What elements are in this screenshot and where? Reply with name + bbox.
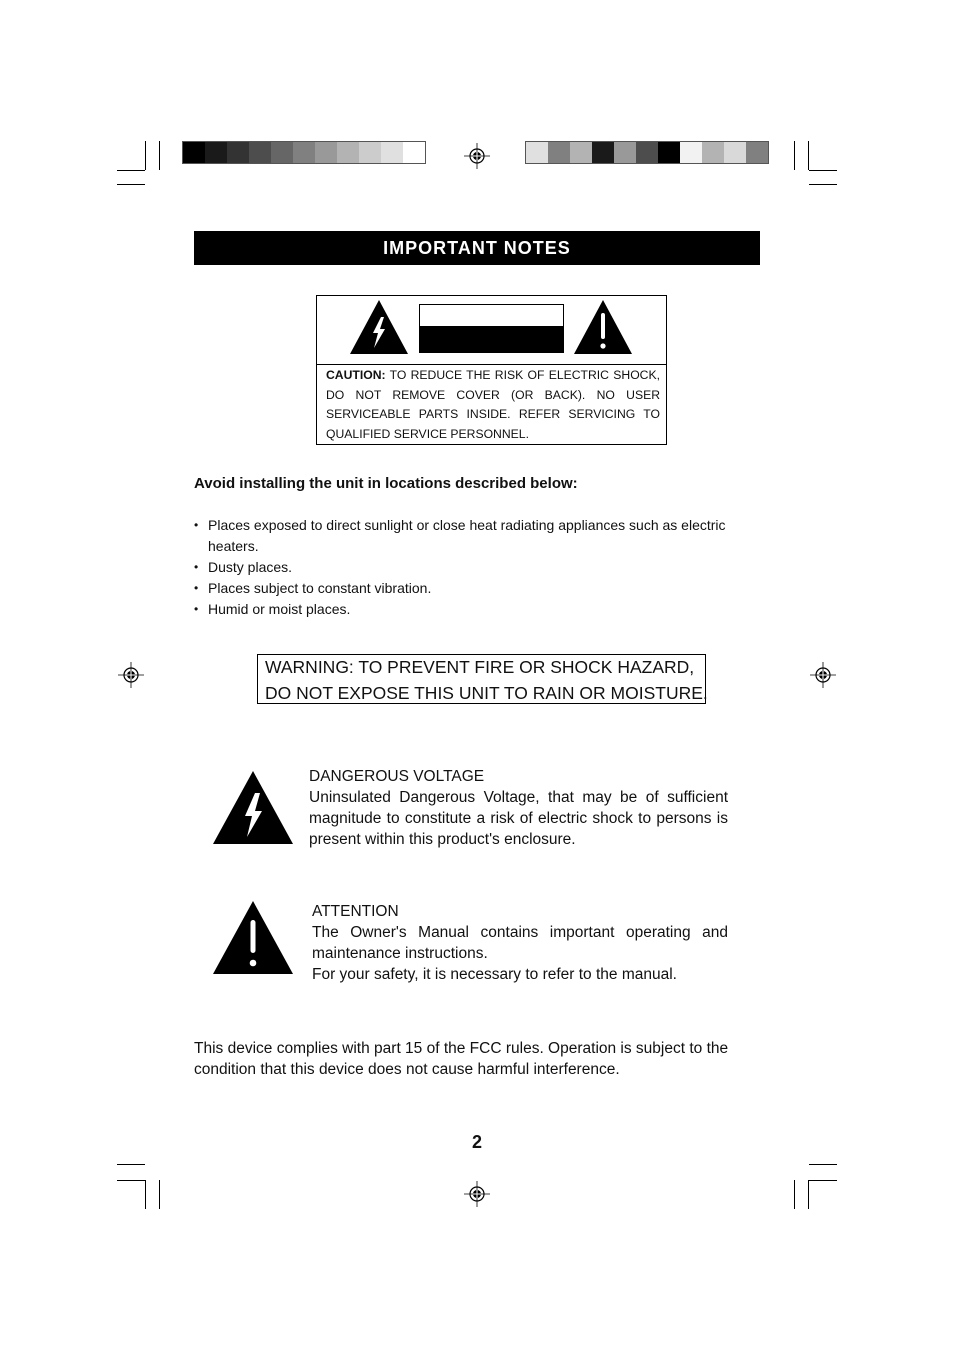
- caution-label: CAUTION:: [326, 368, 386, 382]
- exclamation-warning-icon: [213, 901, 293, 974]
- list-item: • Places subject to constant vibration.: [194, 578, 760, 599]
- color-swatch: [702, 142, 724, 163]
- color-swatch: [526, 142, 548, 163]
- registration-mark-icon: [810, 662, 836, 688]
- crop-mark: [809, 184, 837, 185]
- color-swatch-strip-left: [182, 141, 426, 164]
- color-swatch: [746, 142, 768, 163]
- color-swatch: [724, 142, 746, 163]
- crop-mark: [809, 1164, 837, 1165]
- page-title: IMPORTANT NOTES: [194, 231, 760, 265]
- fcc-statement: This device complies with part 15 of the FCC rules. Operation is subject to the condition that this device does not cause harmful interference.: [194, 1040, 729, 1078]
- page-number: 2: [471, 1132, 482, 1152]
- crop-mark: [117, 184, 145, 185]
- list-item: • Dusty places.: [194, 557, 760, 578]
- crop-mark: [809, 170, 837, 171]
- attention-title: ATTENTION: [312, 903, 399, 920]
- warning-box: [257, 654, 706, 704]
- list-item: • Humid or moist places.: [194, 599, 760, 620]
- color-swatch: [271, 142, 293, 163]
- crop-mark: [159, 1180, 160, 1209]
- crop-mark: [145, 141, 146, 170]
- color-swatch: [592, 142, 614, 163]
- locations-heading: Avoid installing the unit in locations described below:: [194, 475, 578, 492]
- attention-safety-note: For your safety, it is necessary to refer to the manual.: [312, 966, 677, 983]
- color-swatch: [359, 142, 381, 163]
- color-swatch: [205, 142, 227, 163]
- exclamation-warning-icon: [574, 300, 632, 354]
- color-swatch-strip-right: [525, 141, 769, 164]
- crop-mark: [808, 1180, 809, 1209]
- color-swatch: [337, 142, 359, 163]
- crop-mark: [808, 141, 809, 170]
- caution-box: [316, 295, 667, 445]
- color-swatch: [293, 142, 315, 163]
- dangerous-voltage-title: DANGEROUS VOLTAGE: [309, 768, 485, 785]
- color-swatch: [315, 142, 337, 163]
- crop-mark: [794, 141, 795, 170]
- crop-mark: [117, 170, 145, 171]
- lightning-warning-icon: [213, 771, 293, 844]
- crop-mark: [117, 1180, 145, 1181]
- registration-mark-icon: [464, 1181, 490, 1207]
- color-swatch: [227, 142, 249, 163]
- dangerous-voltage-section: [309, 766, 728, 850]
- crop-mark: [145, 1180, 146, 1209]
- crop-mark: [794, 1180, 795, 1209]
- lightning-warning-icon: [350, 300, 408, 354]
- registration-mark-icon: [464, 143, 490, 169]
- crop-mark: [159, 141, 160, 170]
- color-swatch: [614, 142, 636, 163]
- locations-list: [194, 515, 760, 620]
- attention-section: [312, 901, 728, 985]
- registration-mark-icon: [118, 662, 144, 688]
- color-swatch: [680, 142, 702, 163]
- caution-label-block: [419, 304, 564, 353]
- warning-line-2: DO NOT EXPOSE THIS UNIT TO RAIN OR MOISTURE.: [265, 682, 708, 703]
- caution-body: TO REDUCE THE RISK OF ELECTRIC SHOCK, DO NOT REMOVE COVER (OR BACK). NO USER SERVICEABLE PARTS INSIDE. REFER SERVICING TO QUALIFIED SERVICE PERSONNEL.: [326, 368, 660, 441]
- color-swatch: [636, 142, 658, 163]
- list-item: • Places exposed to direct sunlight or close heat radiating appliances such as electric heaters.: [194, 515, 760, 557]
- caution-text: [326, 366, 660, 444]
- color-swatch: [570, 142, 592, 163]
- crop-mark: [809, 1180, 837, 1181]
- dangerous-voltage-body: Uninsulated Dangerous Voltage, that may be of sufficient magnitude to constitute a risk of electric shock to persons is present within this product's enclosure.: [309, 789, 728, 848]
- warning-line-1: WARNING: TO PREVENT FIRE OR SHOCK HAZARD,: [265, 657, 695, 677]
- color-swatch: [183, 142, 205, 163]
- color-swatch: [658, 142, 680, 163]
- color-swatch: [249, 142, 271, 163]
- attention-body: The Owner's Manual contains important operating and maintenance instructions.: [312, 924, 728, 962]
- color-swatch: [381, 142, 403, 163]
- color-swatch: [403, 142, 425, 163]
- color-swatch: [548, 142, 570, 163]
- crop-mark: [117, 1164, 145, 1165]
